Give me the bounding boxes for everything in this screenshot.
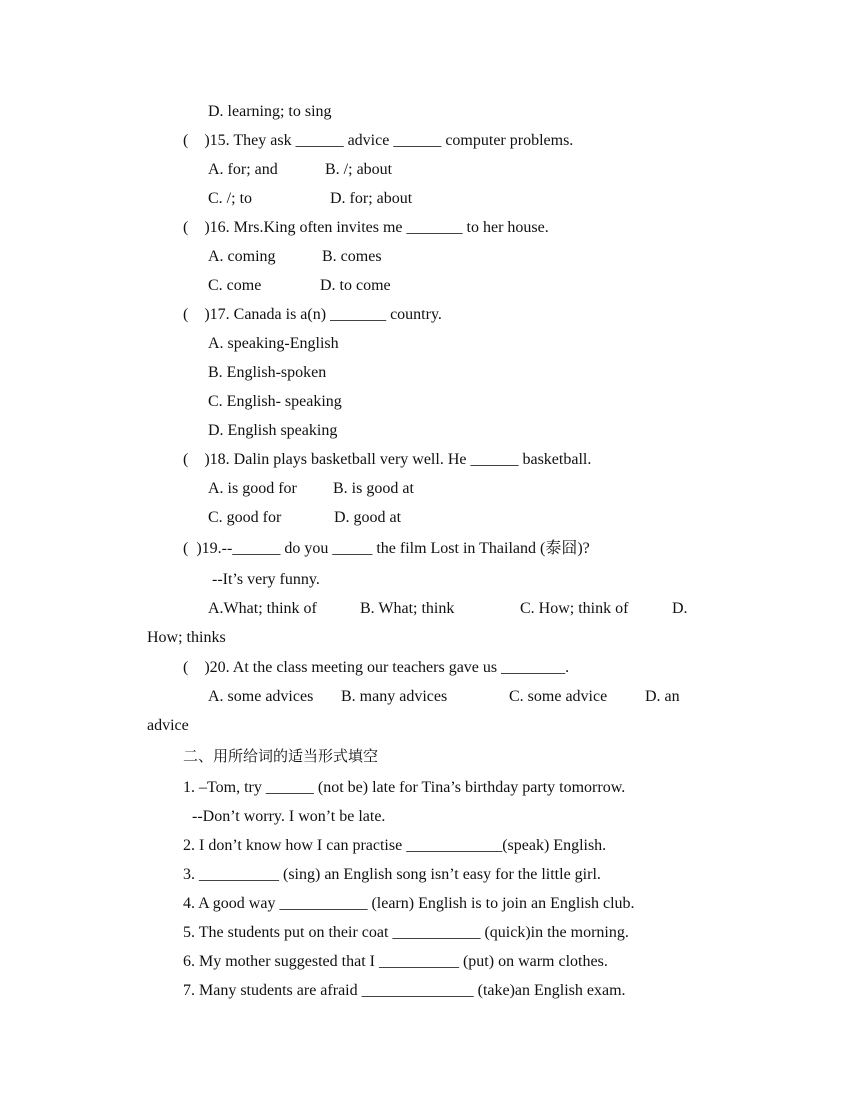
section2-item-1: 1. –Tom, try ______ (not be) late for Tina’s birthday party tomorrow.	[183, 779, 626, 796]
q17-stem: ( )17. Canada is a(n) _______ country.	[183, 306, 442, 323]
q19-option-b: B. What; think	[360, 600, 455, 617]
q19-option-d-text: How; thinks	[147, 629, 226, 646]
q20-stem: ( )20. At the class meeting our teachers gave us ________.	[183, 659, 570, 676]
section2-item-6: 6. My mother suggested that I __________ (put) on warm clothes.	[183, 953, 608, 970]
q17-option-a: A. speaking-English	[208, 335, 339, 352]
q17-option-c: C. English- speaking	[208, 393, 342, 410]
q19-option-c: C. How; think of	[520, 600, 629, 617]
q20-option-c: C. some advice	[509, 688, 608, 705]
section2-title: 二、用所给词的适当形式填空	[183, 747, 379, 765]
section2-item-1-reply: --Don’t worry. I won’t be late.	[192, 808, 386, 825]
q17-option-d: D. English speaking	[208, 422, 338, 439]
q19-option-a: A.What; think of	[208, 600, 317, 617]
q16-option-d: D. to come	[320, 277, 391, 294]
q20-option-d-label: D. an	[645, 688, 680, 705]
q15-option-b: B. /; about	[325, 161, 393, 178]
section2-item-5: 5. The students put on their coat ___________ (quick)in the morning.	[183, 924, 629, 941]
q18-stem: ( )18. Dalin plays basketball very well. He ______ basketball.	[183, 451, 592, 468]
q19-reply: --It’s very funny.	[212, 571, 320, 588]
q19-stem: ( )19.--______ do you _____ the film Lost in Thailand (泰囧)?	[183, 540, 590, 557]
q20-option-a: A. some advices	[208, 688, 314, 705]
q15-option-d: D. for; about	[330, 190, 413, 207]
q18-option-b: B. is good at	[333, 480, 414, 497]
q15-option-a: A. for; and	[208, 161, 278, 178]
q18-option-d: D. good at	[334, 509, 402, 526]
section2-item-3: 3. __________ (sing) an English song isn’t easy for the little girl.	[183, 866, 601, 883]
q20-option-b: B. many advices	[341, 688, 448, 705]
q18-option-c: C. good for	[208, 509, 282, 526]
q15-option-c: C. /; to	[208, 190, 253, 207]
section2-item-4: 4. A good way ___________ (learn) English is to join an English club.	[183, 895, 635, 912]
q20-option-d-text: advice	[147, 717, 189, 734]
q15-stem: ( )15. They ask ______ advice ______ computer problems.	[183, 132, 574, 149]
q14-option-d: D. learning; to sing	[208, 103, 332, 120]
q16-option-c: C. come	[208, 277, 262, 294]
q16-stem: ( )16. Mrs.King often invites me _______ to her house.	[183, 219, 549, 236]
section2-item-2: 2. I don’t know how I can practise ____________(speak) English.	[183, 837, 607, 854]
q18-option-a: A. is good for	[208, 480, 297, 497]
q19-option-d-label: D.	[672, 600, 688, 617]
q17-option-b: B. English-spoken	[208, 364, 327, 381]
section2-item-7: 7. Many students are afraid ______________ (take)an English exam.	[183, 982, 626, 999]
q16-option-b: B. comes	[322, 248, 382, 265]
q16-option-a: A. coming	[208, 248, 276, 265]
